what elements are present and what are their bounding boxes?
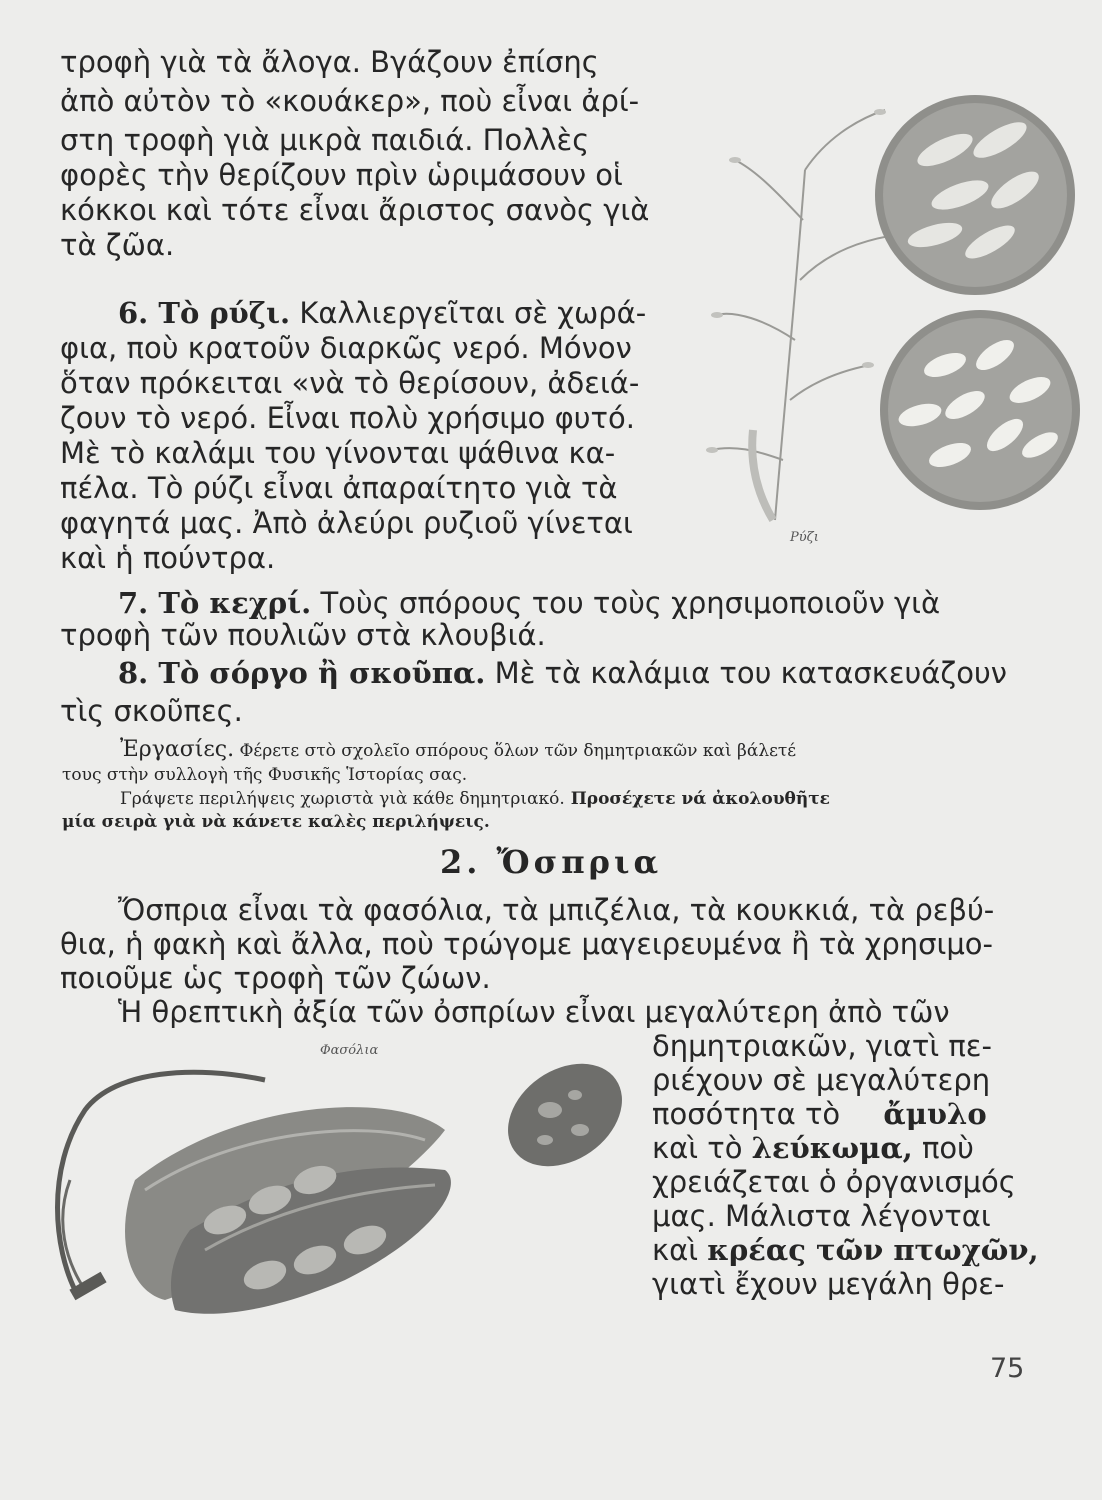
rice-illustration bbox=[655, 20, 1095, 540]
exercises-line-3-text: Γράψετε περιλήψεις χωριστὰ γιὰ κάθε δημητριακό. bbox=[120, 789, 565, 809]
text-fragment: καὶ τὸ bbox=[652, 1131, 743, 1165]
exercises-line-1-text: Φέρετε στὸ σχολεῖο σπόρους ὅλων τῶν δημητριακῶν καὶ βάλετέ bbox=[234, 741, 797, 761]
rice-first-line bbox=[118, 296, 646, 330]
text-line: στη τροφὴ γιὰ μικρὰ παιδιά. Πολλὲς bbox=[60, 123, 590, 157]
text-line: ἀπὸ αὐτὸν τὸ «κουάκερ», ποὺ εἶναι ἀρί- bbox=[60, 84, 640, 118]
millet-first-line bbox=[118, 586, 940, 620]
text-line bbox=[652, 1233, 1039, 1267]
text-line: τὶς σκοῦπες. bbox=[60, 694, 243, 728]
text-line: ποιοῦμε ὡς τροφὴ τῶν ζώων. bbox=[60, 961, 491, 995]
kreas-term: κρέας τῶν πτωχῶν, bbox=[707, 1233, 1039, 1267]
text-line: κόκκοι καὶ τότε εἶναι ἄριστος σανὸς γιὰ bbox=[60, 193, 650, 227]
rice-first-line-text: Καλλιεργεῖται σὲ χωρά- bbox=[290, 296, 647, 330]
text-line: Ἡ θρεπτικὴ ἀξία τῶν ὀσπρίων εἶναι μεγαλύτερη ἀπὸ τῶν bbox=[118, 995, 950, 1029]
text-line: τὰ ζῶα. bbox=[60, 228, 175, 262]
text-line: ριέχουν σὲ μεγαλύτερη bbox=[652, 1063, 991, 1097]
text-line: δημητριακῶν, γιατὶ πε- bbox=[652, 1029, 992, 1063]
sorghum-heading: 8. Τὸ σόργο ἢ σκοῦπα. bbox=[118, 656, 486, 690]
exercises-line-2: τους στὴν συλλογὴ τῆς Φυσικῆς Ἱστορίας σας. bbox=[62, 765, 468, 785]
section-2-heading: 2. Ὄσπρια bbox=[440, 843, 663, 881]
bean-illustration bbox=[15, 1050, 645, 1350]
text-line: φια, ποὺ κρατοῦν διαρκῶς νερό. Μόνον bbox=[60, 331, 632, 365]
text-line: γιατὶ ἔχουν μεγάλη θρε- bbox=[652, 1267, 1005, 1301]
text-line: ζουν τὸ νερό. Εἶναι πολὺ χρήσιμο φυτό. bbox=[60, 401, 635, 435]
exercises-line-3-bold: Προσέχετε νά ἀκολουθῆτε bbox=[564, 789, 830, 809]
bean-pods-icon bbox=[15, 1050, 645, 1350]
text-line bbox=[652, 1131, 974, 1165]
page-number: 75 bbox=[990, 1353, 1025, 1384]
rice-plant-icon bbox=[655, 20, 1095, 540]
text-line: ὅταν πρόκειται «νὰ τὸ θερίσουν, ἀδειά- bbox=[60, 366, 640, 400]
text-line: χρειάζεται ὁ ὀργανισμός bbox=[652, 1165, 1016, 1199]
text-line bbox=[652, 1097, 987, 1131]
text-fragment: ποσότητα τὸ bbox=[652, 1097, 841, 1131]
text-line: φαγητά μας. Ἀπὸ ἀλεύρι ρυζιοῦ γίνεται bbox=[60, 506, 633, 540]
beans-caption: Φασόλια bbox=[320, 1043, 379, 1058]
text-fragment: καὶ bbox=[652, 1233, 699, 1267]
exercises-label: Ἐργασίες. bbox=[120, 737, 235, 762]
text-line: τροφὴ γιὰ τὰ ἄλογα. Βγάζουν ἐπίσης bbox=[60, 45, 599, 79]
text-line: Ὄσπρια εἶναι τὰ φασόλια, τὰ μπιζέλια, τὰ κουκκιά, τὰ ρεβύ- bbox=[118, 893, 995, 927]
sorghum-first-line bbox=[118, 656, 1007, 690]
text-line: Μὲ τὸ καλάμι του γίνονται ψάθινα κα- bbox=[60, 436, 616, 470]
millet-first-line-text: Τοὺς σπόρους του τοὺς χρησιμοποιοῦν γιὰ bbox=[311, 586, 941, 620]
exercises-line-3 bbox=[120, 788, 830, 810]
sorghum-first-line-text: Μὲ τὰ καλάμια του κατασκευάζουν bbox=[485, 656, 1007, 690]
text-line: καὶ ἡ πούντρα. bbox=[60, 541, 276, 575]
rice-heading: 6. Τὸ ρύζι. bbox=[118, 296, 291, 330]
amylo-term: ἄμυλο bbox=[883, 1097, 987, 1131]
exercises-line-1 bbox=[120, 739, 796, 762]
exercises-line-4: μία σειρὰ γιὰ νὰ κάνετε καλὲς περιλήψεις. bbox=[62, 812, 490, 832]
text-line: φορὲς τὴν θερίζουν πρὶν ὡριμάσουν οἱ bbox=[60, 158, 623, 192]
text-fragment: ποὺ bbox=[912, 1131, 974, 1165]
text-line: θια, ἡ φακὴ καὶ ἄλλα, ποὺ τρώγομε μαγειρευμένα ἢ τὰ χρησιμο- bbox=[60, 927, 993, 961]
text-line: τροφὴ τῶν πουλιῶν στὰ κλουβιά. bbox=[60, 618, 546, 652]
leukoma-term: λεύκωμα, bbox=[751, 1131, 913, 1165]
text-line: πέλα. Τὸ ρύζι εἶναι ἀπαραίτητο γιὰ τὰ bbox=[60, 471, 618, 505]
millet-heading: 7. Τὸ κεχρί. bbox=[118, 586, 312, 620]
rice-caption: Ρύζι bbox=[790, 530, 819, 545]
text-line: μας. Μάλιστα λέγονται bbox=[652, 1199, 991, 1233]
